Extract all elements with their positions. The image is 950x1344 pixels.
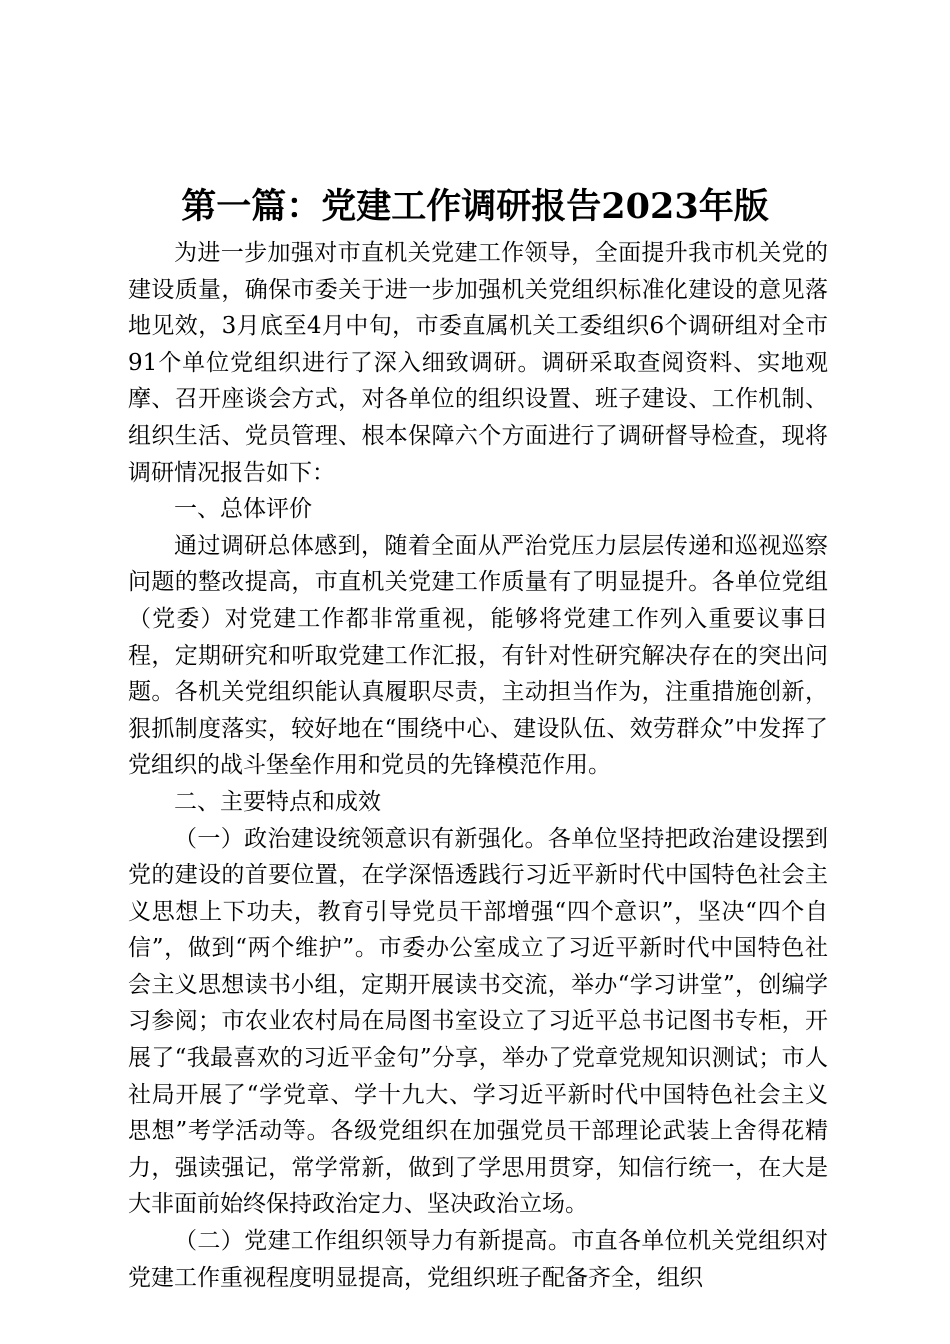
section-heading-main-features: 二、主要特点和成效 bbox=[174, 788, 381, 815]
paragraph-overall-evaluation: 通过调研总体感到，随着全面从严治党压力层层传递和巡视巡察问题的整改提高，市直机关党建工作质量有了明显提升。各单位党组（党委）对党建工作都非常重视，能够将党建工作列入重要议事日程，定期研究和听取党建工作汇报，有针对性研究解决存在的突出问题。各机关党组织能认真履职尽责，主动担当作为，注重措施创新，狠抓制度落实，较好地在“围绕中心、建设队伍、效劳群众”中发挥了党组织的战斗堡垒作用和党员的先锋模范作用。 bbox=[128, 532, 828, 779]
paragraph-organizational-leadership: （二）党建工作组织领导力有新提高。市直各单位机关党组织对党建工作重视程度明显提高，党组织班子配备齐全，组织 bbox=[128, 1228, 828, 1291]
paragraph-political-construction: （一）政治建设统领意识有新强化。各单位坚持把政治建设摆到党的建设的首要位置，在学深悟透践行习近平新时代中国特色社会主义思想上下功夫，教育引导党员干部增强“四个意识”，坚决“四个自信”，做到“两个维护”。市委办公室成立了习近平新时代中国特色社会主义思想读书小组，定期开展读书交流，举办“学习讲堂”，创编学习参阅；市农业农村局在局图书室设立了习近平总书记图书专柜，开展了“我最喜欢的习近平金句”分享，举办了党章党规知识测试；市人社局开展了“学党章、学十九大、学习近平新时代中国特色社会主义思想”考学活动等。各级党组织在加强党员干部理论武装上舍得花精力，强读强记，常学常新，做到了学思用贯穿，知信行统一，在大是大非面前始终保持政治定力、坚决政治立场。 bbox=[128, 825, 828, 1218]
document-body bbox=[128, 235, 828, 1296]
section-heading-overall-evaluation: 一、总体评价 bbox=[174, 496, 312, 523]
document-title: 第一篇：党建工作调研报告2023年版 bbox=[181, 186, 769, 227]
paragraph-intro: 为进一步加强对市直机关党建工作领导，全面提升我市机关党的建设质量，确保市委关于进一步加强机关党组织标准化建设的意见落地见效，3月底至4月中旬，市委直属机关工委组织6个调研组对全市91个单位党组织进行了深入细致调研。调研采取查阅资料、实地观摩、召开座谈会方式，对各单位的组织设置、班子建设、工作机制、组织生活、党员管理、根本保障六个方面进行了调研督导检查，现将调研情况报告如下： bbox=[128, 240, 828, 486]
